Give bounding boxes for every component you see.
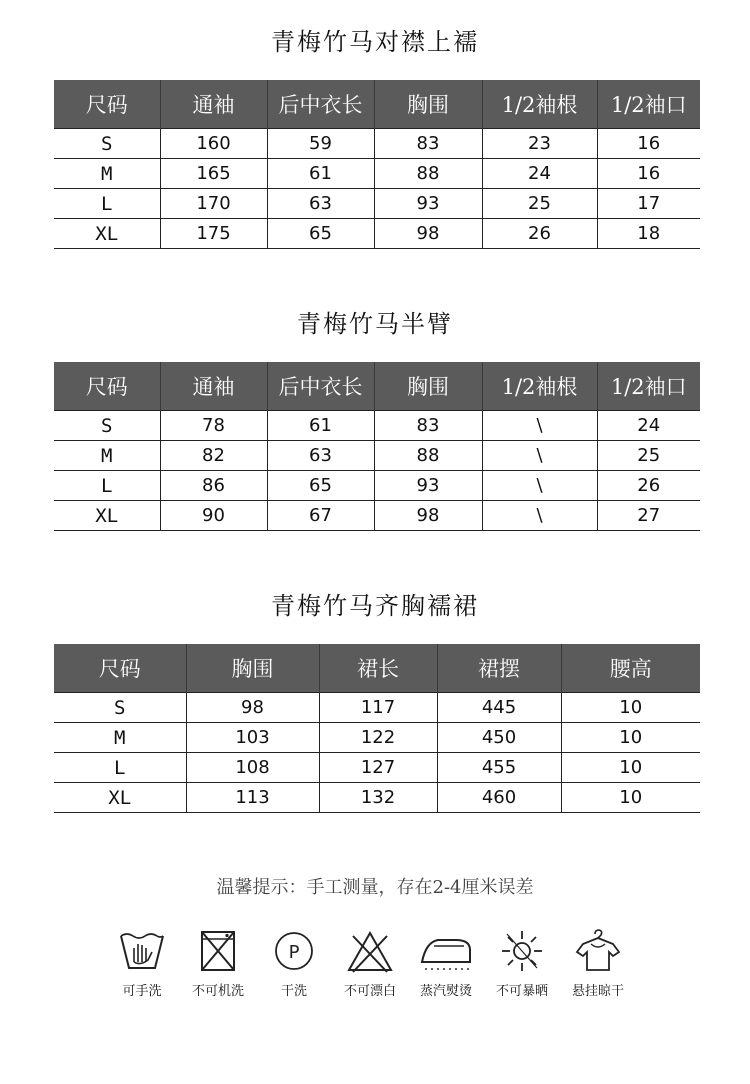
value-cell: 113 [186, 783, 319, 813]
value-cell: \ [482, 501, 597, 531]
table-row [54, 189, 700, 219]
header-cell: 通袖 [160, 362, 267, 411]
care-item-no-bleach [333, 928, 407, 999]
value-cell: 59 [267, 129, 374, 159]
header-cell: 裙长 [319, 644, 437, 693]
value-cell: 93 [374, 471, 482, 501]
value-cell: 26 [482, 219, 597, 249]
value-cell: 10 [561, 693, 700, 723]
value-cell: 170 [160, 189, 267, 219]
size-cell: L [54, 189, 160, 219]
header-cell: 后中衣长 [267, 362, 374, 411]
care-label: 不可暴晒 [495, 984, 548, 999]
care-instructions [105, 928, 665, 1008]
value-cell: 25 [597, 441, 700, 471]
measurement-tip: 温馨提示：手工测量，存在2-4厘米误差 [216, 877, 534, 898]
value-cell: 27 [597, 501, 700, 531]
table-row [54, 501, 700, 531]
size-cell: M [54, 723, 186, 753]
dry-clean-icon [269, 928, 319, 974]
size-cell: S [54, 693, 186, 723]
value-cell: 98 [186, 693, 319, 723]
no-bleach-icon [345, 928, 395, 974]
value-cell: 98 [374, 501, 482, 531]
size-table-middle [54, 362, 700, 531]
value-cell: 23 [482, 129, 597, 159]
care-label: 不可漂白 [343, 984, 396, 999]
value-cell: 61 [267, 411, 374, 441]
value-cell: 67 [267, 501, 374, 531]
header-cell: 1/2袖根 [482, 362, 597, 411]
value-cell: 83 [374, 411, 482, 441]
value-cell: 127 [319, 753, 437, 783]
value-cell: 61 [267, 159, 374, 189]
value-cell: 122 [319, 723, 437, 753]
value-cell: 117 [319, 693, 437, 723]
size-cell: M [54, 441, 160, 471]
value-cell: 103 [186, 723, 319, 753]
care-item-dry-clean [257, 928, 331, 999]
table-row [54, 411, 700, 441]
value-cell: 88 [374, 159, 482, 189]
value-cell: 24 [597, 411, 700, 441]
care-label: 悬挂晾干 [571, 984, 624, 999]
value-cell: 10 [561, 783, 700, 813]
value-cell: 16 [597, 129, 700, 159]
table-row [54, 753, 700, 783]
value-cell: 16 [597, 159, 700, 189]
header-cell: 裙摆 [437, 644, 561, 693]
care-item-hang-dry [561, 928, 635, 999]
value-cell: 65 [267, 471, 374, 501]
value-cell: 445 [437, 693, 561, 723]
care-item-no-sun-dry [485, 928, 559, 999]
value-cell: 165 [160, 159, 267, 189]
value-cell: 90 [160, 501, 267, 531]
value-cell: 26 [597, 471, 700, 501]
section-title-top: 青梅竹马对襟上襦 [271, 28, 479, 56]
header-cell: 腰高 [561, 644, 700, 693]
value-cell: 25 [482, 189, 597, 219]
care-item-hand-wash [105, 928, 179, 999]
value-cell: \ [482, 471, 597, 501]
care-label: 干洗 [280, 984, 307, 999]
header-cell: 1/2袖口 [597, 362, 700, 411]
value-cell: 17 [597, 189, 700, 219]
value-cell: 160 [160, 129, 267, 159]
value-cell: 93 [374, 189, 482, 219]
value-cell: 78 [160, 411, 267, 441]
table-row [54, 783, 700, 813]
steam-iron-icon [418, 928, 474, 974]
header-cell: 胸围 [374, 80, 482, 129]
size-cell: XL [54, 501, 160, 531]
header-cell: 尺码 [54, 362, 160, 411]
value-cell: 24 [482, 159, 597, 189]
value-cell: \ [482, 411, 597, 441]
value-cell: 10 [561, 723, 700, 753]
care-item-steam-iron [409, 928, 483, 999]
size-cell: XL [54, 219, 160, 249]
header-cell: 后中衣长 [267, 80, 374, 129]
header-cell: 1/2袖根 [482, 80, 597, 129]
header-cell: 1/2袖口 [597, 80, 700, 129]
value-cell: 18 [597, 219, 700, 249]
value-cell: 86 [160, 471, 267, 501]
value-cell: 83 [374, 129, 482, 159]
size-cell: XL [54, 783, 186, 813]
hand-wash-icon [117, 928, 167, 974]
size-cell: L [54, 471, 160, 501]
value-cell: 98 [374, 219, 482, 249]
value-cell: 65 [267, 219, 374, 249]
table-header-row [54, 80, 700, 129]
table-header-row [54, 362, 700, 411]
table-row [54, 129, 700, 159]
value-cell: 108 [186, 753, 319, 783]
value-cell: 88 [374, 441, 482, 471]
header-cell: 尺码 [54, 644, 186, 693]
value-cell: 82 [160, 441, 267, 471]
no-machine-wash-icon [193, 928, 243, 974]
table-row [54, 219, 700, 249]
value-cell: 63 [267, 189, 374, 219]
table-row [54, 693, 700, 723]
size-cell: L [54, 753, 186, 783]
value-cell: 450 [437, 723, 561, 753]
no-sun-dry-icon [497, 928, 547, 974]
care-label: 蒸汽熨烫 [419, 984, 472, 999]
size-cell: S [54, 129, 160, 159]
size-table-top [54, 80, 700, 249]
value-cell: 460 [437, 783, 561, 813]
value-cell: 455 [437, 753, 561, 783]
header-cell: 胸围 [374, 362, 482, 411]
value-cell: 10 [561, 753, 700, 783]
table-header-row [54, 644, 700, 693]
size-cell: M [54, 159, 160, 189]
value-cell: 132 [319, 783, 437, 813]
care-label: 可手洗 [122, 984, 162, 999]
size-cell: S [54, 411, 160, 441]
svg-text:P: P [288, 942, 300, 963]
value-cell: \ [482, 441, 597, 471]
value-cell: 63 [267, 441, 374, 471]
section-title-bottom: 青梅竹马齐胸襦裙 [271, 592, 479, 620]
table-row [54, 723, 700, 753]
table-row [54, 441, 700, 471]
hang-dry-icon [573, 928, 623, 974]
value-cell: 175 [160, 219, 267, 249]
size-table-bottom [54, 644, 700, 813]
header-cell: 尺码 [54, 80, 160, 129]
header-cell: 胸围 [186, 644, 319, 693]
table-row [54, 159, 700, 189]
section-title-middle: 青梅竹马半臂 [297, 310, 453, 338]
care-label: 不可机洗 [191, 984, 244, 999]
care-item-no-machine-wash [181, 928, 255, 999]
table-row [54, 471, 700, 501]
header-cell: 通袖 [160, 80, 267, 129]
